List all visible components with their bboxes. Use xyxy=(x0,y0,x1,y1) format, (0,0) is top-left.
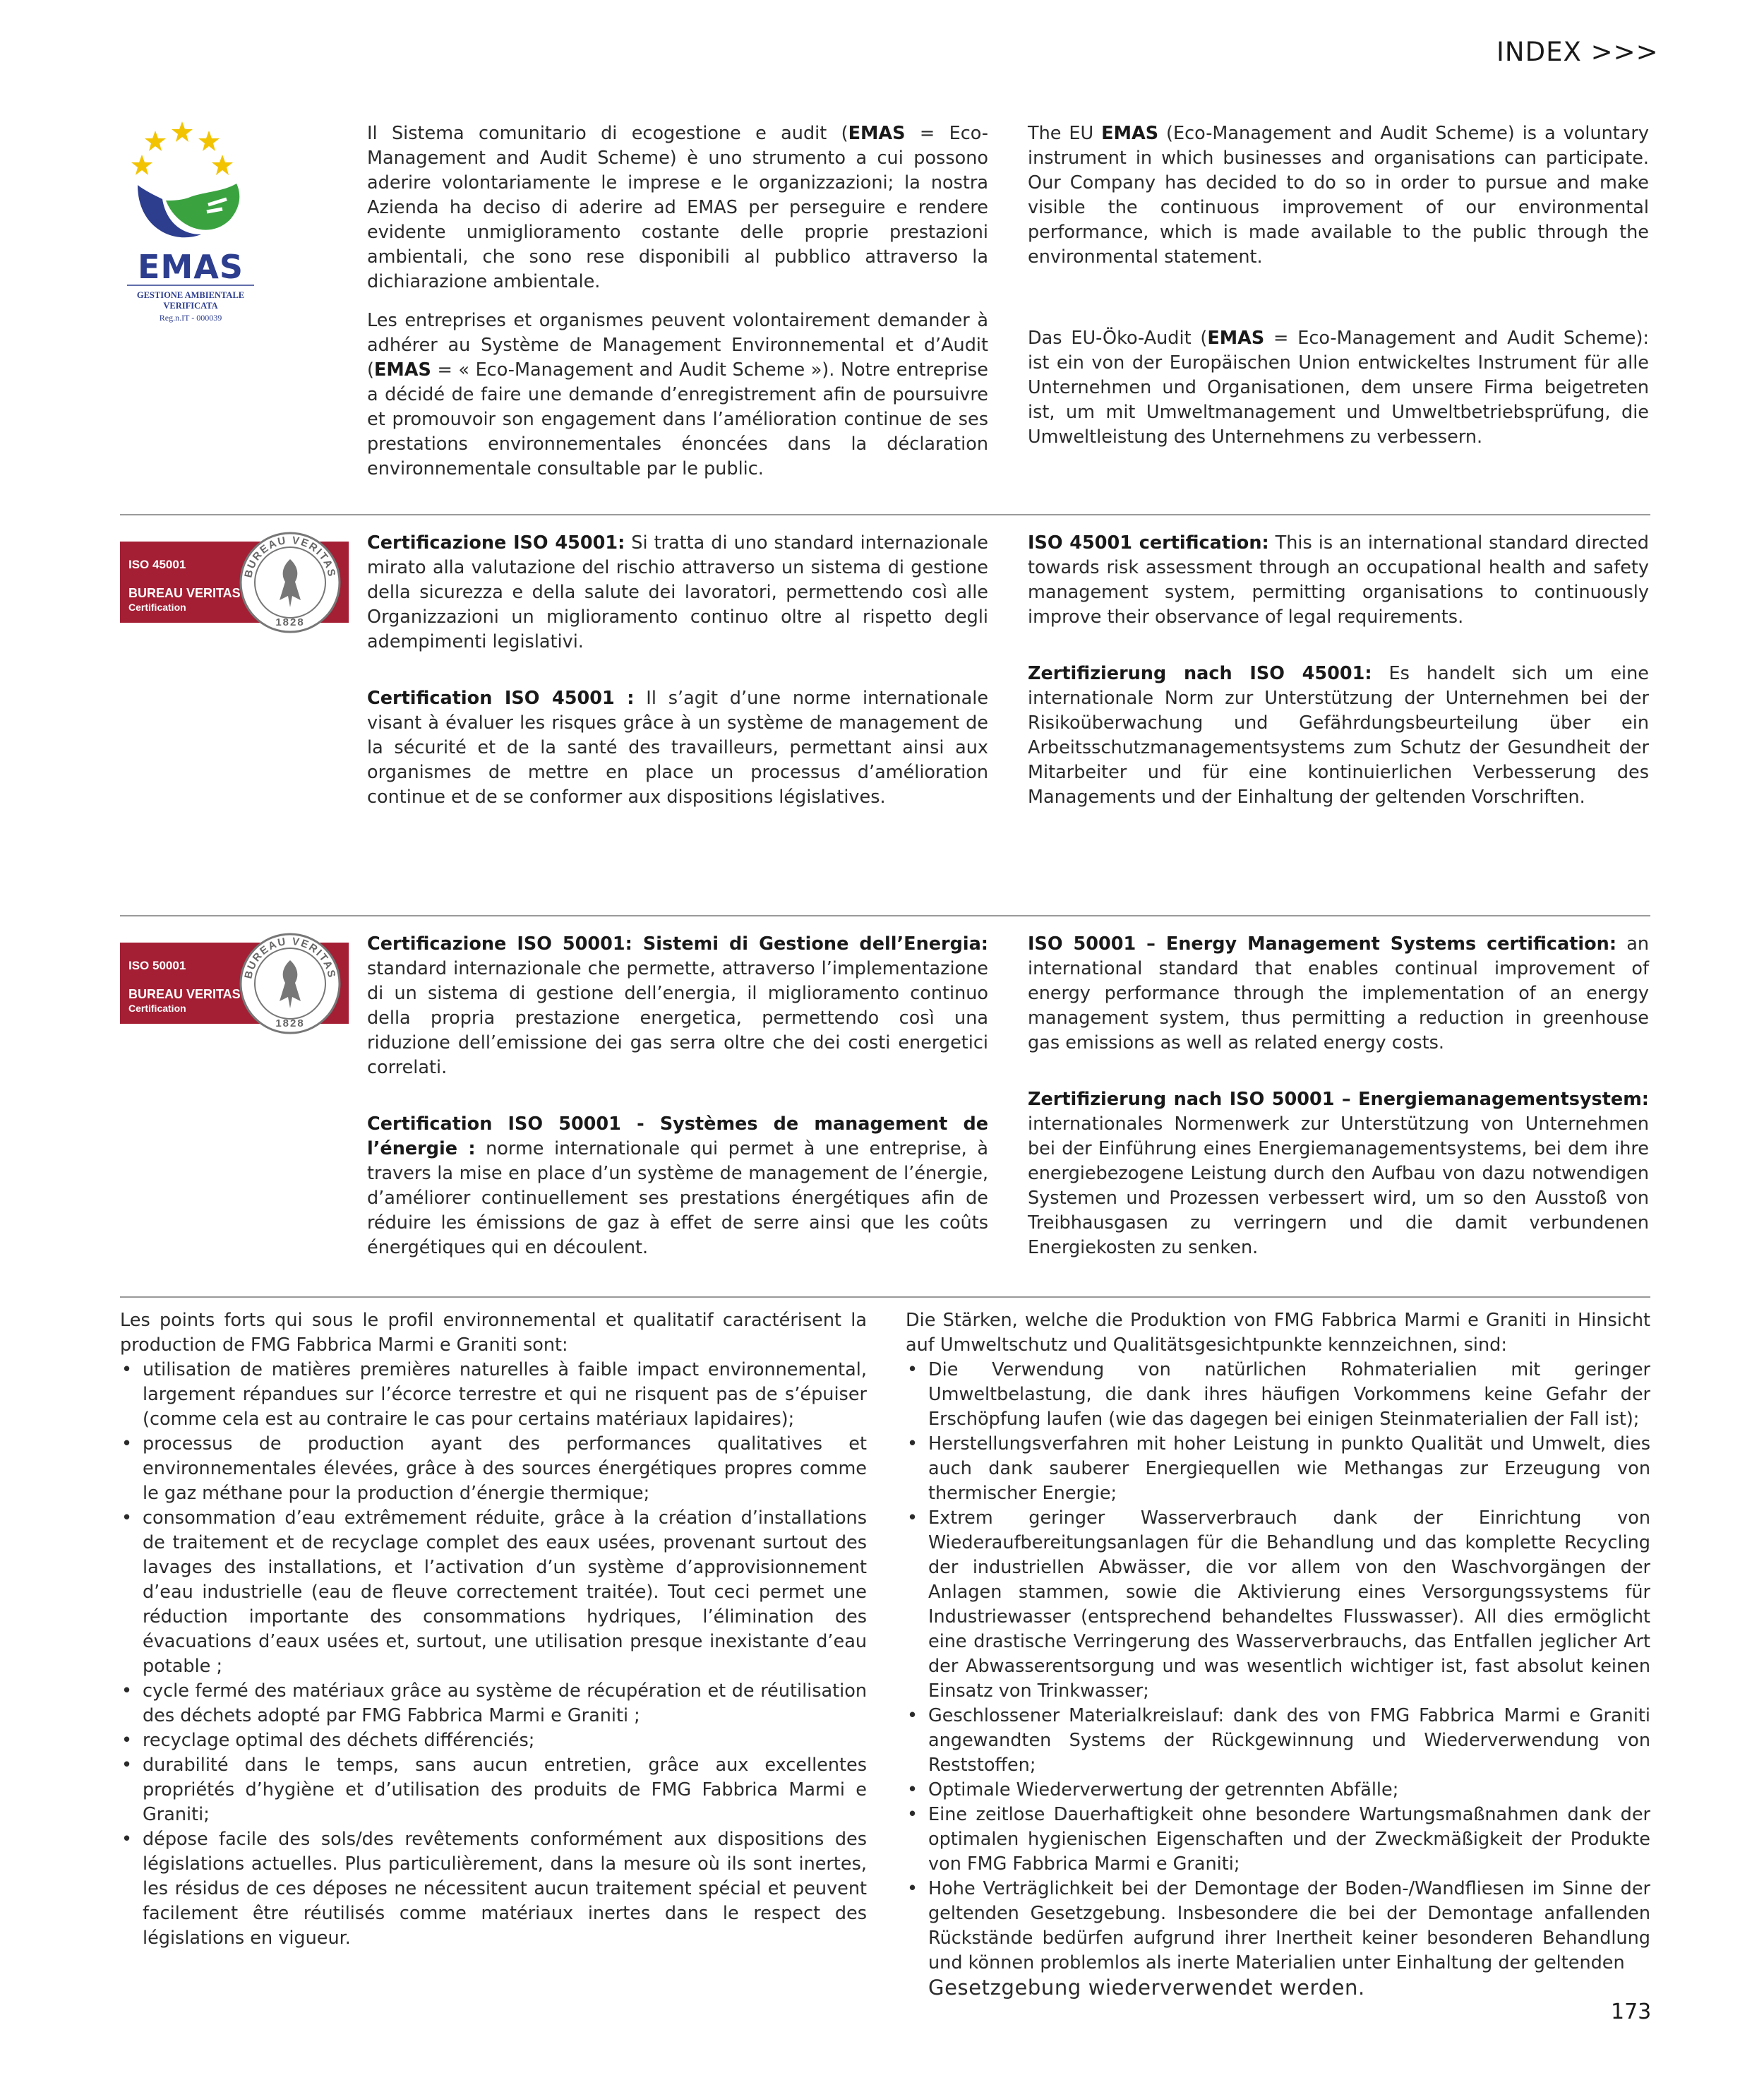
iso45001-text-de: Zertifizierung nach ISO 45001: Es handelt sich um eine internationale Norm zur Unterstützung der Unternehmen bei der Risikoüberwachung und Gefährdungsbeurteilung über ein Arbeitsschutzmanagementsystems zum Schutz der Gesundheit der Mitarbeiter und für eine kontinuierlichen Verbesserung des Managements und der Einhaltung der geltenden Vorschriften. xyxy=(1028,663,1649,808)
list-item: • processus de production ayant des performances qualitatives et environnementales élevées, grâce à des sources énergétiques propres comme le gaz méthane pour la production d’énergie thermique; xyxy=(120,1432,867,1506)
emas-text-fr: Les entreprises et organismes peuvent volontairement demander à adhérer au Système de Management Environnemental et d’Audit (EMAS = « Eco-Management and Audit Scheme »). Notre entreprise a décidé de faire une demande d’enregistrement afin de poursuivre et promouvoir son engagement dans l’amélioration continue de ses prestations environnementales énoncées dans la déclaration environnementale consultable par le public. xyxy=(367,310,988,479)
list-item: • Geschlossener Materialkreislauf: dank des von FMG Fabbrica Marmi e Graniti angewandten Systems der Rückgewinnung und Wiederverwendung von Reststoffen; xyxy=(906,1704,1650,1778)
bureau-veritas-seal-icon xyxy=(239,932,342,1035)
badge-code: ISO 45001 xyxy=(128,558,186,571)
iso50001-text-de: Zertifizierung nach ISO 50001 – Energiemanagementsystem: internationales Normenwerk zur Unterstützung von Unternehmen bei der Einführung eines Energiemanagementsystems, bei dem ihre energiebezogene Leistung durch den Aufbau von dazu notwendigen Systemen und Prozessen verbessert wird, um so den Ausstoß von Treibhausgasen zu verringern und die damit verbundenen Energiekosten zu senken. xyxy=(1028,1089,1649,1258)
list-item: • Die Verwendung von natürlichen Rohmaterialien mit geringer Umweltbelastung, die dank ihres häufigen Vorkommens keine Gefahr der Erschöpfung laufen (wie das dagegen bei einigen Steinmaterialien der Fall ist); xyxy=(906,1358,1650,1432)
emas-text-de: Das EU-Öko-Audit (EMAS = Eco-Management and Audit Scheme): ist ein von der Europäischen Union entwickeltes Instrument für alle Unternehmen und Organisationen, dem unsere Firma beigetreten ist, um mit Umweltmanagement und Umweltbetriebsprüfung, die Umweltleistung des Unternehmens zu verbessern. xyxy=(1028,328,1649,448)
emas-label-line1: GESTIONE AMBIENTALE xyxy=(136,290,245,300)
svg-text:BUREAU VERITAS: BUREAU VERITAS xyxy=(242,534,338,579)
list-item: • consommation d’eau extrêmement réduite, grâce à la création d’installations de traitement et de recyclage complet des eaux usées, provenant surtout des lavages des installations, et l’activation d’un système d’approvisionnement d’eau industrielle (eau de fleuve correctement traitée). Tout ceci permet une réduction importante des consommations hydriques, l’élimination des évacuations d’eaux usées et, surtout, une utilisation presque inexistante d’eau potable ; xyxy=(120,1506,867,1679)
emas-logo xyxy=(124,121,258,333)
seal-year: 1828 xyxy=(275,616,305,628)
badge-code: ISO 50001 xyxy=(128,959,186,972)
page-number: 173 xyxy=(1611,2000,1652,2024)
iso45001-text-it: Certificazione ISO 45001: Si tratta di uno standard internazionale mirato alla valutazione del rischio attraverso un sistema di gestione della sicurezza e della salute dei lavoratori, permettendo così alle Organizzazioni un miglioramento continuo oltre al rispetto degli adempimenti legislativi. xyxy=(367,532,988,652)
list-item-end: Gesetzgebung wiederverwendet werden. xyxy=(928,1976,1365,2000)
iso45001-section-left xyxy=(367,531,988,810)
iso50001-section-right xyxy=(1028,932,1649,1260)
strengths-fr-column xyxy=(120,1308,867,1951)
iso45001-text-en: ISO 45001 certification: This is an international standard directed towards risk assessment through an occupational health and safety management system, permitting organisations to continuously improve their observance of legal requirements. xyxy=(1028,532,1649,628)
iso45001-section-right xyxy=(1028,531,1649,810)
list-item: • cycle fermé des matériaux grâce au système de récupération et de réutilisation des déchets adopté par FMG Fabbrica Marmi e Graniti ; xyxy=(120,1679,867,1728)
bureau-veritas-45001-badge xyxy=(120,531,349,634)
iso50001-text-en: ISO 50001 – Energy Management Systems certification: an international standard that enables continual improvement of energy performance through the implementation of an energy management system, thus permitting a reduction in greenhouse gas emissions as well as related energy costs. xyxy=(1028,933,1649,1053)
emas-section-left xyxy=(367,121,988,482)
list-item: • utilisation de matières premières naturelles à faible impact environnemental, largement répandues sur l’écorce terrestre et qui ne risquent pas de s’épuiser (comme cela est au contraire le cas pour certains matériaux lapidaires); xyxy=(120,1358,867,1432)
svg-text:BUREAU VERITAS: BUREAU VERITAS xyxy=(242,935,338,980)
list-item: • Hohe Verträglichkeit bei der Demontage der Boden-/Wandfliesen im Sinne der geltenden Gesetzgebung. Insbesondere die bei der Demontage anfallenden Rückstände bedürfen aufgrund ihrer Inertheit keiner besonderen Behandlung und können problemlos als inerte Materialien unter Einhaltung der geltenden Gesetzgebung wiederverwendet werden. xyxy=(906,1877,1650,2002)
iso50001-text-fr: Certification ISO 50001 - Systèmes de management de l’énergie : norme internationale qui permet à une entreprise, à travers la mise en place d’un système de management de l’énergie, d’améliorer continuellement ses prestations énergétiques afin de réduire les émissions de gaz à effet de serre ainsi que les coûts énergétiques qui en découlent. xyxy=(367,1113,988,1258)
strengths-de-column xyxy=(906,1308,1650,2002)
list-item: • Herstellungsverfahren mit hoher Leistung in punkto Qualität und Umwelt, dies auch dank sauberer Energiequellen wie Methangas zur Erzeugung von thermischer Energie; xyxy=(906,1432,1650,1506)
list-item: • Eine zeitlose Dauerhaftigkeit ohne besondere Wartungsmaßnahmen dank der optimalen hygienischen Eigenschaften und der Zweckmäßigkeit der Produkte von FMG Fabbrica Marmi e Graniti; xyxy=(906,1803,1650,1877)
eu-stars-icon xyxy=(131,121,233,175)
strengths-de-intro: Die Stärken, welche die Produktion von FMG Fabbrica Marmi e Graniti in Hinsicht auf Umweltschutz und Qualitätsgesichtpunkte kennzeichnen, sind: xyxy=(906,1310,1650,1356)
index-link[interactable]: INDEX >>> xyxy=(1496,37,1659,67)
emas-label-line2: VERIFICATA xyxy=(163,301,218,311)
strengths-de-list xyxy=(906,1358,1650,2002)
divider xyxy=(120,915,1650,916)
divider xyxy=(120,1296,1650,1298)
emas-text-en: The EU EMAS (Eco-Management and Audit Scheme) is a voluntary instrument in which businesses and organisations can participate. Our Company has decided to do so in order to pursue and make visible the continuous improvement of our environmental performance, which is made available to the public through the environmental statement. xyxy=(1028,123,1649,268)
badge-cert-label: Certification xyxy=(128,1003,186,1014)
emas-green-leaf xyxy=(166,184,239,230)
badge-issuer: BUREAU VERITAS xyxy=(128,586,241,600)
badge-issuer: BUREAU VERITAS xyxy=(128,987,241,1001)
iso50001-section-left xyxy=(367,932,988,1260)
bureau-veritas-seal-icon xyxy=(239,531,342,634)
divider xyxy=(120,514,1650,515)
list-item: • durabilité dans le temps, sans aucun entretien, grâce aux excellentes propriétés d’hygiène et d’utilisation des produits de FMG Fabbrica Marmi e Graniti; xyxy=(120,1753,867,1827)
list-item: • recyclage optimal des déchets différenciés; xyxy=(120,1728,867,1753)
list-item: • Extrem geringer Wasserverbrauch dank der Einrichtung von Wiederaufbereitungsanlagen für die Behandlung und das komplette Recycling der industriellen Abwässer, die vor allem von den Waschvorgängen der Anlagen stammen, sowie die Aktivierung eines Versorgungssystems für Industriewasser (entsprechend behandeltes Flusswasser). All dies ermöglicht eine drastische Verringerung des Wasserverbrauchs, das Entfallen jeglicher Art der Abwasserentsorgung und was wesentlich wichtiger ist, fast absolut keinen Einsatz von Trinkwasser; xyxy=(906,1506,1650,1704)
badge-cert-label: Certification xyxy=(128,602,186,613)
iso50001-text-it: Certificazione ISO 50001: Sistemi di Gestione dell’Energia: standard internazionale che permette, attraverso l’implementazione di un sistema di gestione dell’energia, il miglioramento continuo della propria prestazione energetica, permettendo così una riduzione dell’emissione dei gas serra oltre che dei costi energetici correlati. xyxy=(367,933,988,1078)
seal-year: 1828 xyxy=(275,1017,305,1029)
strengths-fr-list xyxy=(120,1358,867,1951)
emas-logo-graphic xyxy=(124,121,258,333)
emas-text-it: Il Sistema comunitario di ecogestione e audit (EMAS = Eco-Management and Audit Scheme) è uno strumento a cui possono aderire volontariamente le imprese e le organizzazioni; la nostra Azienda ha deciso di aderire ad EMAS per perseguire e rendere evidente unmiglioramento costante delle proprie prestazioni ambientali, che sono rese disponibili al pubblico attraverso la dichiarazione ambientale. xyxy=(367,123,988,292)
emas-wordmark: EMAS xyxy=(138,248,244,286)
strengths-fr-intro: Les points forts qui sous le profil environnemental et qualitatif caractérisent la production de FMG Fabbrica Marmi e Graniti sont: xyxy=(120,1310,867,1356)
list-item: • Optimale Wiederverwertung der getrennten Abfälle; xyxy=(906,1778,1650,1803)
bureau-veritas-50001-badge xyxy=(120,932,349,1035)
list-item: • dépose facile des sols/des revêtements conformément aux dispositions des législations actuelles. Plus particulièrement, dans la mesure où ils sont inertes, les résidus de ces déposes ne nécessitent aucun traitement spécial et peuvent facilement être réutilisés comme matériaux inertes dans le respect des législations en vigueur. xyxy=(120,1827,867,1951)
iso45001-text-fr: Certification ISO 45001 : Il s’agit d’une norme internationale visant à évaluer les risques grâce à un système de management de la sécurité et de la santé des travailleurs, permettant ainsi aux organismes de mettre en place un processus d’amélioration continue et de se conformer aux dispositions législatives. xyxy=(367,688,989,808)
emas-section-right xyxy=(1028,121,1649,450)
emas-reg-number: Reg.n.IT - 000039 xyxy=(159,313,222,323)
